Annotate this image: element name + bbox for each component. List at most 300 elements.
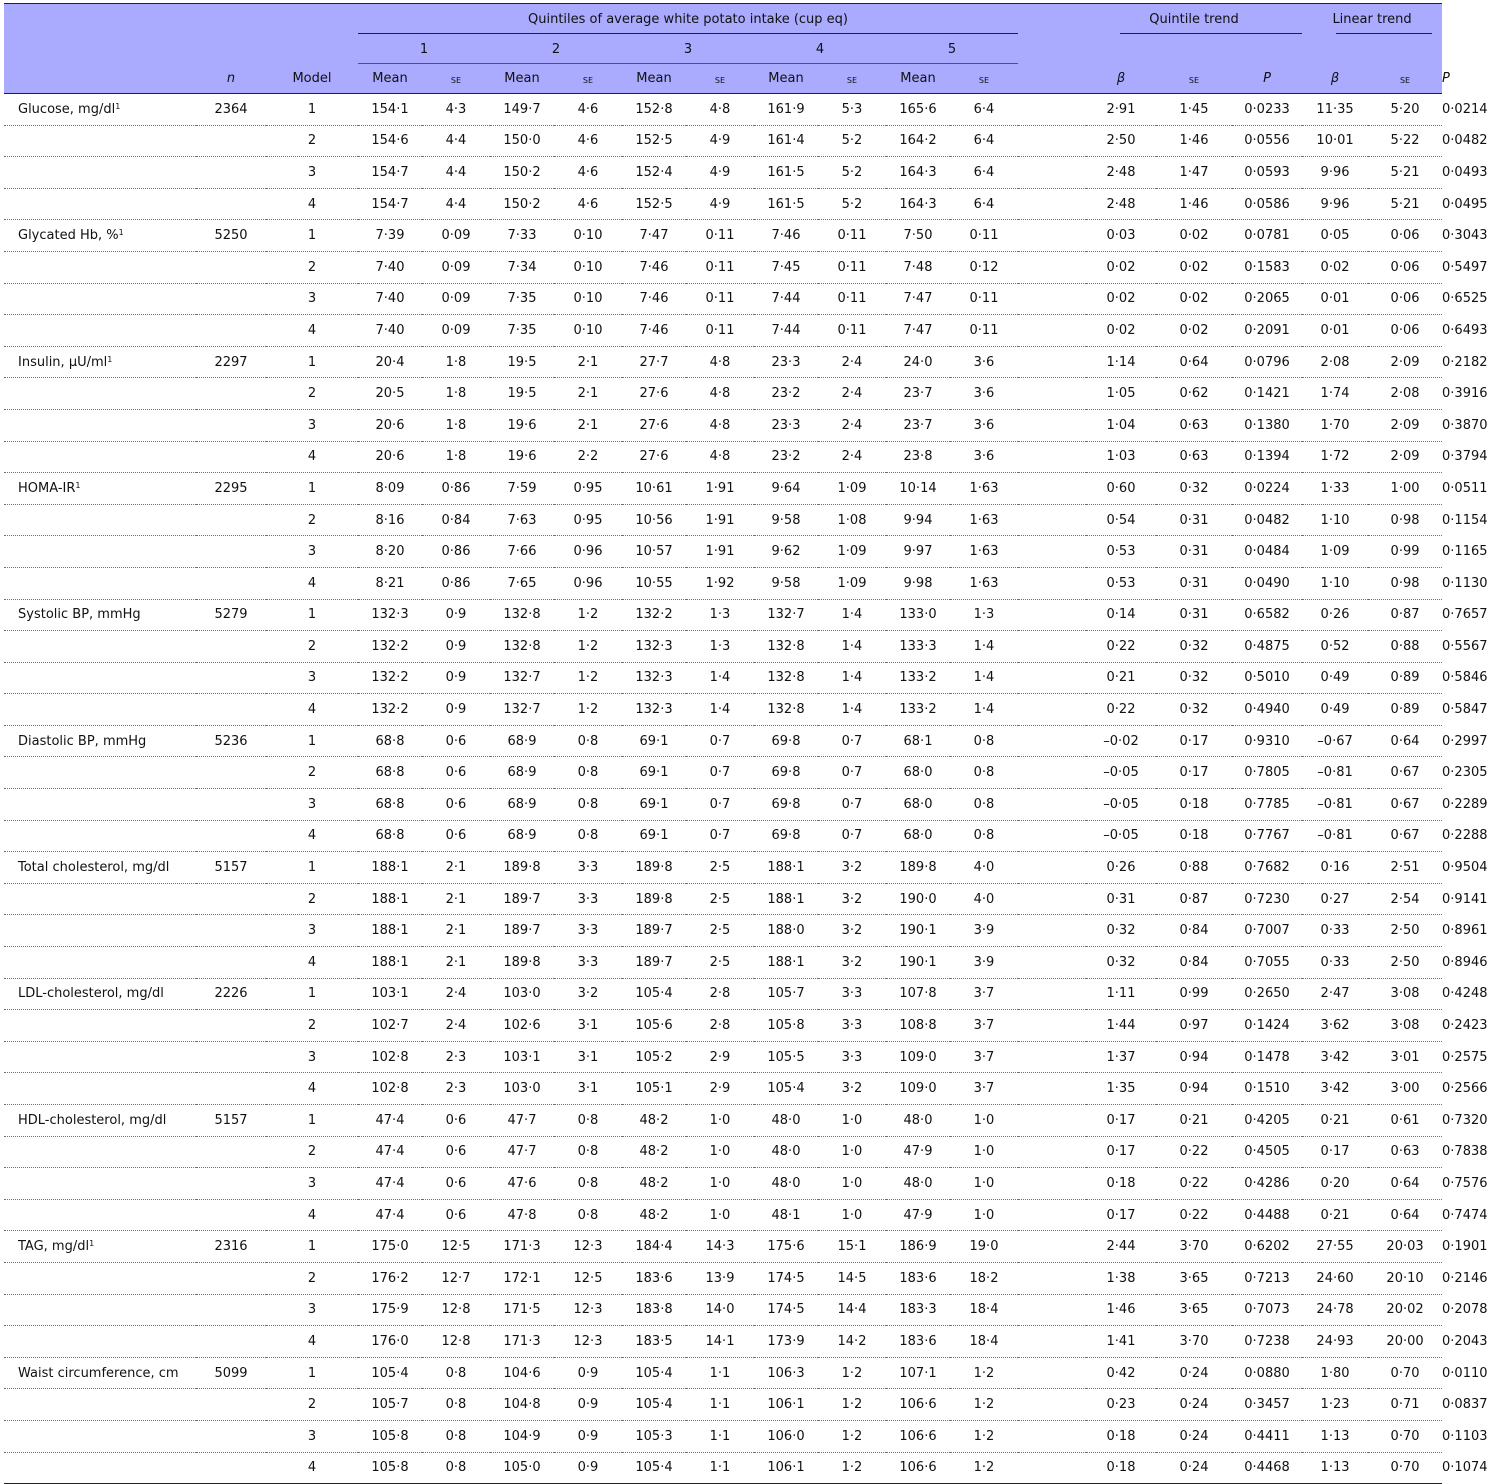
- n-cell: [196, 283, 266, 315]
- value-cell: 154·7: [371, 196, 409, 212]
- value-cell: 2·08: [1320, 354, 1350, 370]
- value-cell: 0·53: [1106, 575, 1136, 591]
- table-header: Quintiles of average white potato intake (cup eq) Quintile trend Linear trend 1 2 3 4 5 n Model Mean se Mean se Mean se Mean se Mean se β se P β se P: [4, 4, 1442, 94]
- value-cell: 0·86: [441, 575, 471, 591]
- row-label-text: LDL-cholesterol, mg/dl: [18, 986, 164, 1002]
- value-cell: –0·67: [1317, 733, 1353, 749]
- spacer-cell: [1018, 504, 1086, 536]
- value-cell: 7·63: [507, 512, 537, 528]
- value-cell: 3·3: [577, 923, 599, 939]
- value-cell: 48·0: [771, 1144, 801, 1160]
- table-row: 3 188·1 2·1 189·7 3·3 189·7 2·5 188·0 3·2 190·1 3·9 0·32 0·84 0·7007 0·33 2·50 0·8961: [4, 915, 1442, 947]
- value-cell: 1·46: [1179, 196, 1209, 212]
- value-cell: 7·59: [507, 480, 537, 496]
- n-cell: 5279: [214, 607, 248, 623]
- model-column-header: Model: [266, 64, 358, 94]
- model-cell: 3: [307, 544, 317, 560]
- value-cell: 2·2: [577, 449, 599, 465]
- value-cell: 0·22: [1106, 702, 1136, 718]
- value-cell: 1·4: [973, 638, 995, 654]
- value-cell: 14·5: [837, 1270, 867, 1286]
- spacer-cell: [1018, 1199, 1086, 1231]
- value-cell: 20·6: [375, 417, 405, 433]
- value-cell: 2·5: [709, 891, 731, 907]
- value-cell: 14·2: [837, 1333, 867, 1349]
- row-label: [4, 1136, 196, 1168]
- value-cell: 105·8: [371, 1460, 409, 1476]
- value-cell: 0·06: [1390, 291, 1420, 307]
- value-cell: 4·3: [445, 101, 467, 117]
- value-cell: 1·2: [841, 1397, 863, 1413]
- value-cell: 1·10: [1320, 575, 1350, 591]
- value-cell: 0·06: [1390, 322, 1420, 338]
- value-cell: 69·1: [639, 765, 669, 781]
- value-cell: 0·64: [1179, 354, 1209, 370]
- value-cell: 1·05: [1106, 386, 1136, 402]
- value-cell: 2·48: [1106, 164, 1136, 180]
- spacer-cell: [1018, 694, 1086, 726]
- value-cell: 20·5: [375, 386, 405, 402]
- value-cell: 2·4: [841, 417, 863, 433]
- value-cell: 105·4: [371, 1365, 409, 1381]
- value-cell: 0·8: [577, 765, 599, 781]
- n-cell: [196, 157, 266, 189]
- value-cell: 1·4: [841, 638, 863, 654]
- value-cell: 0·0233: [1244, 101, 1290, 117]
- spacer-cell: [1018, 1105, 1086, 1137]
- value-cell: 0·32: [1179, 638, 1209, 654]
- table-row: 2 132·2 0·9 132·8 1·2 132·3 1·3 132·8 1·4 133·3 1·4 0·22 0·32 0·4875 0·52 0·88 0·5567: [4, 631, 1442, 663]
- value-cell: 68·1: [903, 733, 933, 749]
- beta-column-header: β: [1086, 64, 1156, 94]
- value-cell: 0·2091: [1244, 322, 1290, 338]
- n-cell: 5236: [214, 733, 248, 749]
- value-cell: 2·9: [709, 1081, 731, 1097]
- n-cell: [196, 536, 266, 568]
- value-cell: 1·2: [577, 607, 599, 623]
- value-cell: 3·2: [841, 891, 863, 907]
- value-cell: 173·9: [767, 1333, 805, 1349]
- table-row: 4 105·8 0·8 105·0 0·9 105·4 1·1 106·1 1·2 106·6 1·2 0·18 0·24 0·4468 1·13 0·70 0·1074: [4, 1452, 1442, 1484]
- value-cell: 1·0: [709, 1112, 731, 1128]
- value-cell: 23·7: [903, 417, 933, 433]
- value-cell: 0·7: [841, 733, 863, 749]
- n-cell: [196, 1452, 266, 1484]
- value-cell: 12·3: [573, 1239, 603, 1255]
- value-cell: 0·6: [445, 765, 467, 781]
- value-cell: 1·1: [709, 1397, 731, 1413]
- value-cell: 0·8: [445, 1365, 467, 1381]
- value-cell: 106·0: [767, 1428, 805, 1444]
- value-cell: 27·55: [1316, 1239, 1354, 1255]
- value-cell: 103·1: [371, 986, 409, 1002]
- model-cell: 4: [307, 449, 317, 465]
- value-cell: 0·8: [973, 796, 995, 812]
- value-cell: 0·86: [441, 544, 471, 560]
- value-cell: 0·06: [1390, 228, 1420, 244]
- value-cell: 0·7230: [1244, 891, 1290, 907]
- value-cell: 1·0: [973, 1144, 995, 1160]
- value-cell: 105·4: [635, 986, 673, 1002]
- value-cell: 0·12: [969, 259, 999, 275]
- row-label: [4, 1452, 196, 1484]
- value-cell: 68·9: [507, 828, 537, 844]
- value-cell: 7·48: [903, 259, 933, 275]
- row-label: [4, 789, 196, 821]
- value-cell: 4·8: [709, 449, 731, 465]
- value-cell: 0·31: [1179, 575, 1209, 591]
- value-cell: 0·7: [709, 765, 731, 781]
- model-cell: 4: [307, 1333, 317, 1349]
- value-cell: 0·84: [1179, 923, 1209, 939]
- value-cell: 48·0: [903, 1175, 933, 1191]
- row-label: [4, 1168, 196, 1200]
- value-cell: 0·11: [837, 228, 867, 244]
- value-cell: 132·3: [635, 638, 673, 654]
- n-cell: [196, 915, 266, 947]
- value-cell: 183·6: [899, 1270, 937, 1286]
- value-cell: 0·02: [1106, 322, 1136, 338]
- value-cell: 133·0: [899, 607, 937, 623]
- value-cell: 3·7: [973, 1049, 995, 1065]
- row-label: [4, 599, 196, 631]
- value-cell: 0·54: [1106, 512, 1136, 528]
- value-cell: 0·6: [445, 733, 467, 749]
- value-cell: 5·2: [841, 196, 863, 212]
- value-cell: 1·0: [973, 1175, 995, 1191]
- value-cell: 1·2: [841, 1365, 863, 1381]
- table-row: 4 132·2 0·9 132·7 1·2 132·3 1·4 132·8 1·4 133·2 1·4 0·22 0·32 0·4940 0·49 0·89 0·5847: [4, 694, 1442, 726]
- value-cell: 1·1: [709, 1428, 731, 1444]
- value-cell: 152·4: [635, 164, 673, 180]
- value-cell: 9·58: [771, 575, 801, 591]
- value-cell: 14·3: [705, 1239, 735, 1255]
- value-cell: 0·4505: [1244, 1144, 1290, 1160]
- table-row: 4 7·40 0·09 7·35 0·10 7·46 0·11 7·44 0·11 7·47 0·11 0·02 0·02 0·2091 0·01 0·06 0·6493: [4, 315, 1442, 347]
- value-cell: 69·8: [771, 765, 801, 781]
- value-cell: 4·9: [709, 196, 731, 212]
- quintile-trend-header: Quintile trend: [1086, 4, 1302, 35]
- value-cell: 172·1: [503, 1270, 541, 1286]
- value-cell: 0·02: [1106, 291, 1136, 307]
- value-cell: 0·67: [1390, 765, 1420, 781]
- row-label: [4, 125, 196, 157]
- value-cell: 0·1380: [1244, 417, 1290, 433]
- model-cell: 2: [307, 638, 317, 654]
- value-cell: 68·9: [507, 733, 537, 749]
- value-cell: 0·89: [1390, 702, 1420, 718]
- value-cell: 3·2: [841, 954, 863, 970]
- value-cell: 132·8: [767, 638, 805, 654]
- value-cell: 3·3: [841, 1049, 863, 1065]
- value-cell: 132·3: [371, 607, 409, 623]
- se-column-header: se: [422, 64, 490, 94]
- value-cell: 188·1: [371, 954, 409, 970]
- value-cell: 10·55: [635, 575, 673, 591]
- value-cell: 0·32: [1179, 702, 1209, 718]
- table-row: Systolic BP, mmHg 5279 1 132·3 0·9 132·8 1·2 132·2 1·3 132·7 1·4 133·0 1·3 0·14 0·31 0·6582 0·26 0·87 0·7657: [4, 599, 1442, 631]
- value-cell: 0·6: [445, 1175, 467, 1191]
- value-cell: 152·5: [635, 196, 673, 212]
- model-cell: 3: [307, 1049, 317, 1065]
- value-cell: 0·84: [441, 512, 471, 528]
- value-cell: 12·3: [573, 1302, 603, 1318]
- row-label: [4, 1262, 196, 1294]
- model-cell: 4: [307, 322, 317, 338]
- value-cell: 0·7: [709, 828, 731, 844]
- value-cell: 132·2: [371, 702, 409, 718]
- value-cell: 2·1: [445, 860, 467, 876]
- n-cell: [196, 789, 266, 821]
- value-cell: 0·8: [577, 796, 599, 812]
- value-cell: 48·2: [639, 1207, 669, 1223]
- linear-trend-underline: [1336, 33, 1432, 34]
- value-cell: 0·8: [577, 1144, 599, 1160]
- value-cell: 47·4: [375, 1175, 405, 1191]
- value-cell: 10·14: [899, 480, 937, 496]
- value-cell: 23·7: [903, 386, 933, 402]
- value-cell: 3·9: [973, 923, 995, 939]
- value-cell: 0·6582: [1244, 607, 1290, 623]
- results-table-container: [4, 3, 1488, 1484]
- value-cell: 48·2: [639, 1175, 669, 1191]
- value-cell: 2·4: [841, 449, 863, 465]
- value-cell: 0·88: [1179, 860, 1209, 876]
- value-cell: 0·0484: [1244, 544, 1290, 560]
- model-cell: 2: [307, 133, 317, 149]
- table-row: 3 102·8 2·3 103·1 3·1 105·2 2·9 105·5 3·3 109·0 3·7 1·37 0·94 0·1478 3·42 3·01 0·2575: [4, 1041, 1442, 1073]
- value-cell: 0·17: [1179, 765, 1209, 781]
- model-cell: 3: [307, 1175, 317, 1191]
- model-cell: 3: [307, 164, 317, 180]
- value-cell: 1·44: [1106, 1018, 1136, 1034]
- row-label-text: Waist circumference, cm: [18, 1365, 179, 1381]
- row-label: [4, 883, 196, 915]
- value-cell: 9·98: [903, 575, 933, 591]
- value-cell: 132·7: [767, 607, 805, 623]
- value-cell: 0·18: [1106, 1460, 1136, 1476]
- value-cell: 0·09: [441, 322, 471, 338]
- value-cell: 189·7: [635, 923, 673, 939]
- value-cell: 3·65: [1179, 1302, 1209, 1318]
- value-cell: 1·4: [973, 670, 995, 686]
- value-cell: 132·8: [503, 607, 541, 623]
- value-cell: 23·2: [771, 386, 801, 402]
- value-cell: 0·98: [1390, 512, 1420, 528]
- value-cell: 7·44: [771, 291, 801, 307]
- value-cell: 0·8: [577, 1112, 599, 1128]
- linear-trend-header: Linear trend: [1302, 4, 1442, 35]
- value-cell: 7·47: [903, 322, 933, 338]
- table-row: 4 102·8 2·3 103·0 3·1 105·1 2·9 105·4 3·2 109·0 3·7 1·35 0·94 0·1510 3·42 3·00 0·2566: [4, 1073, 1442, 1105]
- value-cell: 161·4: [767, 133, 805, 149]
- value-cell: 0·03: [1106, 228, 1136, 244]
- value-cell: 12·3: [573, 1333, 603, 1349]
- value-cell: 0·02: [1179, 322, 1209, 338]
- value-cell: 102·6: [503, 1018, 541, 1034]
- value-cell: 105·8: [767, 1018, 805, 1034]
- value-cell: 0·49: [1320, 670, 1350, 686]
- value-cell: 0·7: [709, 796, 731, 812]
- value-cell: 2·8: [709, 986, 731, 1002]
- table-row: HOMA-$IR^1$ 2295 1 8·09 0·86 7·59 0·95 10·61 1·91 9·64 1·09 10·14 1·63 0·60 0·32 0·0224 1·33 1·00 0·0511: [4, 473, 1442, 505]
- value-cell: 5·2: [841, 164, 863, 180]
- value-cell: 3·00: [1390, 1081, 1420, 1097]
- value-cell: 183·6: [635, 1270, 673, 1286]
- n-cell: [196, 1073, 266, 1105]
- p-column-header: P: [1232, 64, 1302, 94]
- value-cell: 48·0: [771, 1175, 801, 1191]
- table-row: 3 68·8 0·6 68·9 0·8 69·1 0·7 69·8 0·7 68·0 0·8 –0·05 0·18 0·7785 –0·81 0·67 0·2289: [4, 789, 1442, 821]
- value-cell: 68·8: [375, 828, 405, 844]
- value-cell: 1·09: [837, 575, 867, 591]
- table-row: 2 154·6 4·4 150·0 4·6 152·5 4·9 161·4 5·2 164·2 6·4 2·50 1·46 0·0556 10·01 5·22 0·0482: [4, 125, 1442, 157]
- value-cell: 2·1: [445, 891, 467, 907]
- value-cell: 0·8: [577, 733, 599, 749]
- value-cell: 0·31: [1179, 512, 1209, 528]
- value-cell: 150·2: [503, 164, 541, 180]
- value-cell: 105·5: [767, 1049, 805, 1065]
- model-cell: 3: [307, 291, 317, 307]
- table-row: Diastolic BP, mmHg 5236 1 68·8 0·6 68·9 0·8 69·1 0·7 69·8 0·7 68·1 0·8 –0·02 0·17 0·9310 –0·67 0·64 0·2997: [4, 725, 1442, 757]
- value-cell: 105·3: [635, 1428, 673, 1444]
- value-cell: 0·88: [1390, 638, 1420, 654]
- value-cell: 23·2: [771, 449, 801, 465]
- value-cell: 7·35: [507, 322, 537, 338]
- value-cell: 171·5: [503, 1302, 541, 1318]
- spacer-cell: [1018, 441, 1086, 473]
- value-cell: 13·9: [705, 1270, 735, 1286]
- value-cell: 3·08: [1390, 986, 1420, 1002]
- value-cell: 152·8: [635, 101, 673, 117]
- value-cell: 14·0: [705, 1302, 735, 1318]
- value-cell: 1·74: [1320, 386, 1350, 402]
- value-cell: 188·1: [371, 891, 409, 907]
- value-cell: 0·18: [1179, 796, 1209, 812]
- value-cell: 3·1: [577, 1049, 599, 1065]
- spacer-cell: [1018, 599, 1086, 631]
- value-cell: 0·17: [1106, 1112, 1136, 1128]
- value-cell: 4·9: [709, 164, 731, 180]
- value-cell: –0·81: [1317, 796, 1353, 812]
- value-cell: 0·02: [1179, 228, 1209, 244]
- value-cell: 0·67: [1390, 796, 1420, 812]
- value-cell: 132·7: [503, 702, 541, 718]
- value-cell: 3·2: [841, 923, 863, 939]
- row-label: [4, 409, 196, 441]
- value-cell: 0·11: [837, 322, 867, 338]
- value-cell: 8·21: [375, 575, 405, 591]
- spacer-cell: [1018, 125, 1086, 157]
- quintile-4-header: 4: [754, 34, 886, 64]
- n-cell: [196, 883, 266, 915]
- value-cell: 0·6: [445, 1112, 467, 1128]
- value-cell: 47·7: [507, 1144, 537, 1160]
- value-cell: 0·0781: [1244, 228, 1290, 244]
- value-cell: 8·20: [375, 544, 405, 560]
- value-cell: 20·02: [1386, 1302, 1424, 1318]
- value-cell: –0·05: [1103, 828, 1139, 844]
- value-cell: 3·62: [1320, 1018, 1350, 1034]
- value-cell: 132·8: [767, 670, 805, 686]
- value-cell: 0·9310: [1244, 733, 1290, 749]
- value-cell: 0·18: [1106, 1428, 1136, 1444]
- value-cell: 186·9: [899, 1239, 937, 1255]
- value-cell: 132·2: [371, 638, 409, 654]
- row-label: [4, 220, 196, 252]
- value-cell: 190·0: [899, 891, 937, 907]
- value-cell: 103·0: [503, 986, 541, 1002]
- results-table: [4, 3, 1488, 1484]
- value-cell: 1·91: [705, 512, 735, 528]
- value-cell: 0·2065: [1244, 291, 1290, 307]
- value-cell: 175·9: [371, 1302, 409, 1318]
- value-cell: 0·20: [1320, 1175, 1350, 1191]
- value-cell: 2·08: [1390, 386, 1420, 402]
- value-cell: 189·7: [503, 891, 541, 907]
- value-cell: 2·44: [1106, 1239, 1136, 1255]
- value-cell: 0·11: [969, 322, 999, 338]
- value-cell: 164·2: [899, 133, 937, 149]
- value-cell: 5·21: [1390, 164, 1420, 180]
- value-cell: 20·6: [375, 449, 405, 465]
- value-cell: 176·0: [371, 1333, 409, 1349]
- value-cell: 24·93: [1316, 1333, 1354, 1349]
- mean-column-header: Mean: [490, 64, 554, 94]
- value-cell: 0·02: [1106, 259, 1136, 275]
- value-cell: 1·2: [973, 1397, 995, 1413]
- value-cell: 1·46: [1179, 133, 1209, 149]
- value-cell: 171·3: [503, 1239, 541, 1255]
- row-label: [4, 378, 196, 410]
- value-cell: 0·87: [1390, 607, 1420, 623]
- row-label: [4, 473, 196, 505]
- value-cell: 3·6: [973, 449, 995, 465]
- value-cell: 104·6: [503, 1365, 541, 1381]
- n-cell: [196, 251, 266, 283]
- value-cell: 161·5: [767, 164, 805, 180]
- value-cell: 109·0: [899, 1049, 937, 1065]
- value-cell: 18·2: [969, 1270, 999, 1286]
- value-cell: 183·3: [899, 1302, 937, 1318]
- value-cell: 0·1421: [1244, 386, 1290, 402]
- spacer-cell: [1018, 188, 1086, 220]
- table-row: 2 102·7 2·4 102·6 3·1 105·6 2·8 105·8 3·3 108·8 3·7 1·44 0·97 0·1424 3·62 3·08 0·2423: [4, 1010, 1442, 1042]
- n-cell: [196, 188, 266, 220]
- value-cell: 1·0: [841, 1112, 863, 1128]
- value-cell: 150·2: [503, 196, 541, 212]
- value-cell: 3·70: [1179, 1239, 1209, 1255]
- value-cell: 24·60: [1316, 1270, 1354, 1286]
- value-cell: 0·95: [573, 512, 603, 528]
- table-row: 2 68·8 0·6 68·9 0·8 69·1 0·7 69·8 0·7 68·0 0·8 –0·05 0·17 0·7805 –0·81 0·67 0·2305: [4, 757, 1442, 789]
- table-row: 3 7·40 0·09 7·35 0·10 7·46 0·11 7·44 0·11 7·47 0·11 0·02 0·02 0·2065 0·01 0·06 0·6525: [4, 283, 1442, 315]
- value-cell: 4·0: [973, 891, 995, 907]
- value-cell: 7·46: [639, 259, 669, 275]
- value-cell: 161·5: [767, 196, 805, 212]
- value-cell: 7·39: [375, 228, 405, 244]
- value-cell: 18·4: [969, 1302, 999, 1318]
- value-cell: 14·4: [837, 1302, 867, 1318]
- value-cell: 0·84: [1179, 954, 1209, 970]
- row-label: [4, 631, 196, 663]
- value-cell: 1·38: [1106, 1270, 1136, 1286]
- value-cell: 0·24: [1179, 1428, 1209, 1444]
- value-cell: 1·23: [1320, 1397, 1350, 1413]
- row-label: [4, 757, 196, 789]
- row-label-text: Insulin, μU/ml: [18, 354, 108, 370]
- value-cell: 1·8: [445, 386, 467, 402]
